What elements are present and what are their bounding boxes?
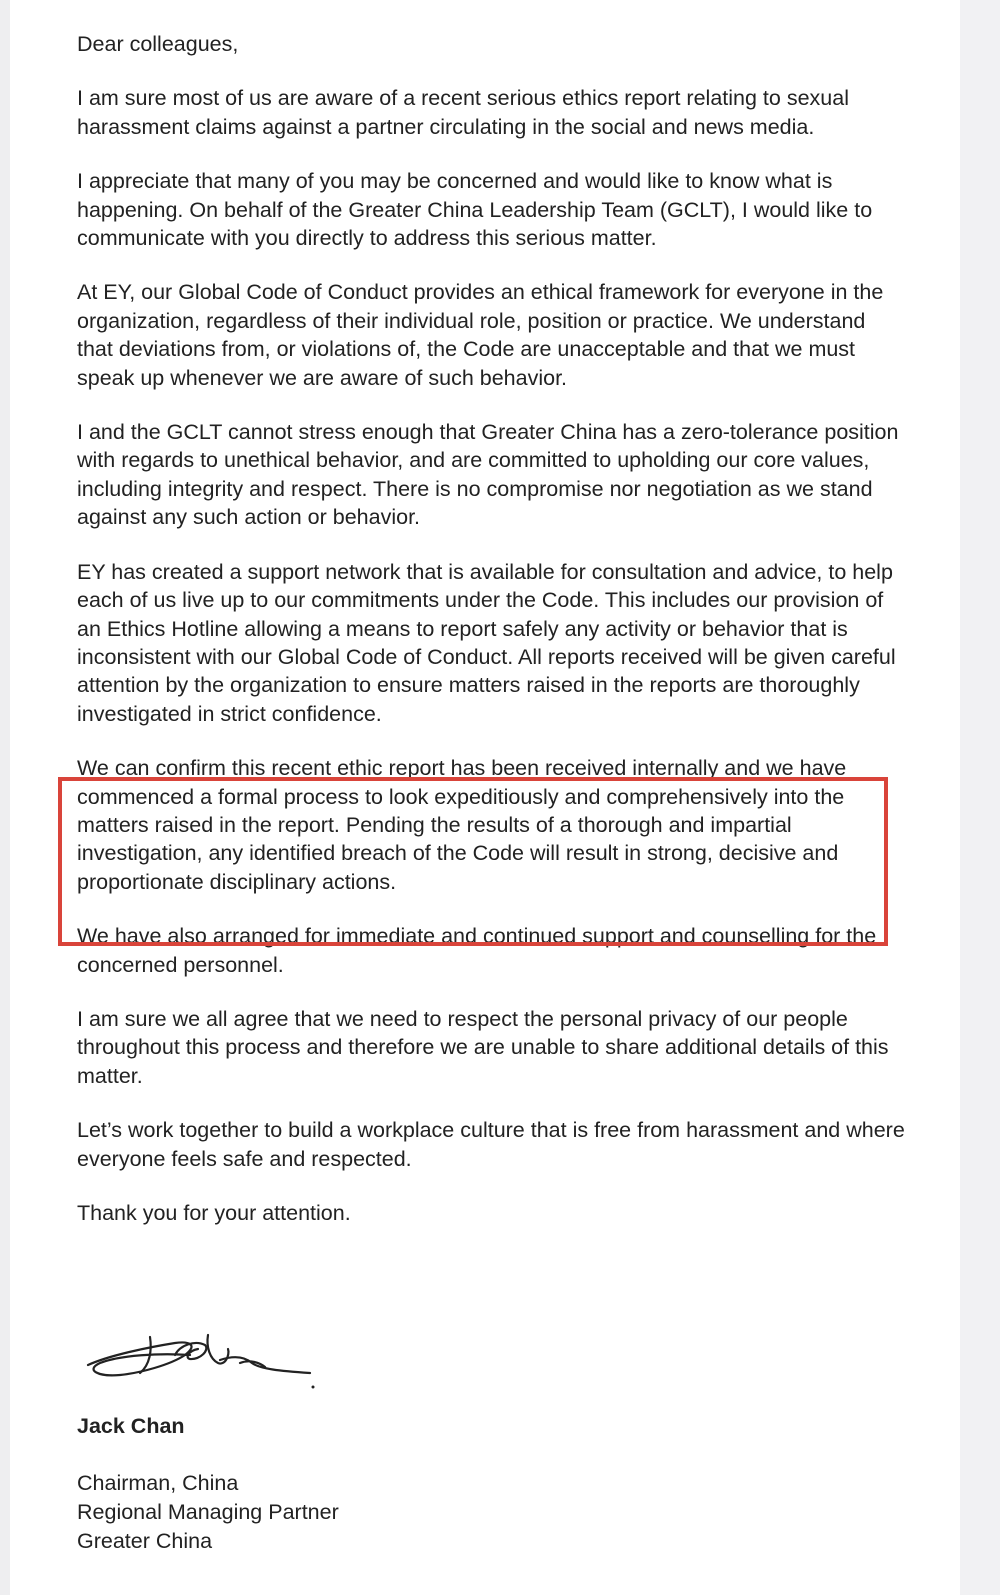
signatory-name: Jack Chan xyxy=(77,1414,185,1438)
title-line: Regional Managing Partner xyxy=(77,1500,339,1524)
paragraph-support-network: EY has created a support network that is available for consultation and advice, to help each of us live up to our commitments under the Code. This includes our provision of an Ethics Hotline allowing a means to report safely any activity or behavior that is inconsistent with our Global Code of Conduct. All reports received will be given careful attention by the organization to ensure matters raised in the reports are thoroughly investigated in strict confidence. xyxy=(77,559,896,726)
paragraph-privacy: I am sure we all agree that we need to respect the personal privacy of our people throughout this process and therefore we are unable to share additional details of this matter. xyxy=(77,1006,889,1088)
paragraph-counselling: We have also arranged for immediate and continued support and counselling for the concerned personnel. xyxy=(77,924,877,977)
paragraph-code-of-conduct: At EY, our Global Code of Conduct provides an ethical framework for everyone in the organization, regardless of their individual role, position or practice. We understand that deviations from, or violations of, the Code are unacceptable and that we must speak up whenever we are aware of such behavior. xyxy=(77,280,884,390)
highlight-box xyxy=(58,777,888,946)
paragraph-confirmation: We can confirm this recent ethic report has been received internally and we have commenced a formal process to look expeditiously and comprehensively into the matters raised in the report. Pending the results of a thorough and impartial investigation, any identified breach of the Code will result in strong, decisive and proportionate disciplinary actions. xyxy=(77,756,847,894)
scroll-gutter xyxy=(960,0,1000,1595)
paragraph-workplace-culture: Let’s work together to build a workplace culture that is free from harassment and where everyone feels safe and respected. xyxy=(77,1118,905,1171)
paragraph-zero-tolerance: I and the GCLT cannot stress enough that Greater China has a zero-tolerance position with regards to unethical behavior, and are committed to upholding our core values, including integrity and respect. There is no compromise nor negotiation as we stand against any such action or behavior. xyxy=(77,420,899,530)
signature-image xyxy=(80,1325,330,1400)
paragraph-concern: I appreciate that many of you may be concerned and would like to know what is happening. On behalf of the Greater China Leadership Team (GCLT), I would like to communicate with you directly to address this serious matter. xyxy=(77,169,873,251)
letter-body xyxy=(77,30,907,1253)
title-line: Greater China xyxy=(77,1529,213,1553)
title-line: Chairman, China xyxy=(77,1471,239,1495)
paragraph-thanks: Thank you for your attention. xyxy=(77,1201,351,1225)
paragraph-ethics-report: I am sure most of us are aware of a recent serious ethics report relating to sexual harassment claims against a partner circulating in the social and news media. xyxy=(77,86,849,139)
signatory-title xyxy=(77,1469,339,1556)
greeting: Dear colleagues, xyxy=(77,32,239,56)
